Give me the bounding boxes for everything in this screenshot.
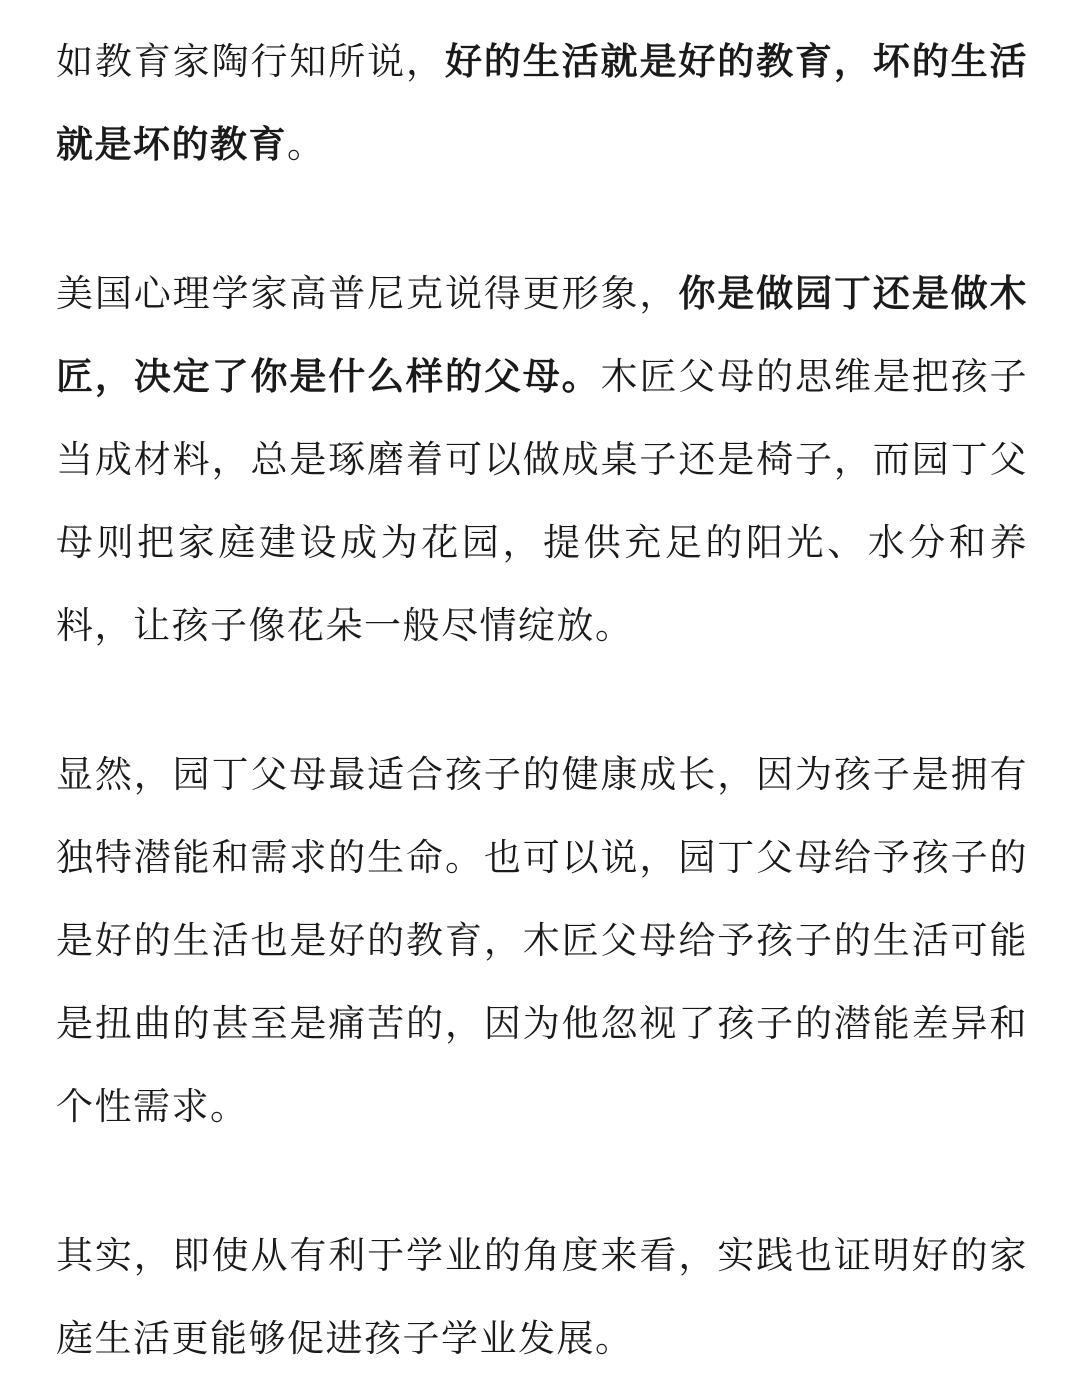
paragraph-text: 其实，即使从有利于学业的角度来看，实践也证明好的家庭生活更能够促进孩子学业发展。 <box>56 1234 1028 1360</box>
paragraph-tao-xingzhi-quote <box>56 20 1028 186</box>
paragraph-gardener-carpenter <box>56 252 1028 667</box>
bold-emphasis-text: 好的生活就是好的教育，坏的生活就是坏的教育 <box>56 40 1029 166</box>
paragraph-text: 如教育家陶行知所说， <box>56 40 445 83</box>
paragraph-text: 显然，园丁父母最适合孩子的健康成长，因为孩子是拥有独特潜能和需求的生命。也可以说，园丁父母给予孩子的是好的生活也是好的教育，木匠父母给予孩子的生活可能是扭曲的甚至是痛苦的，因为他忽视了孩子的潜能差异和个性需求。 <box>56 753 1028 1128</box>
bold-emphasis-text: 你是做园丁还是做木匠，决定了你是什么样的父母。 <box>56 272 1029 398</box>
paragraph-gardener-parents <box>56 733 1028 1148</box>
article-body <box>56 20 1028 1380</box>
paragraph-academic-development <box>56 1214 1028 1380</box>
paragraph-text: 木匠父母的思维是把孩子当成材料，总是琢磨着可以做成桌子还是椅子，而园丁父母则把家庭建设成为花园，提供充足的阳光、水分和养料，让孩子像花朵一般尽情绽放。 <box>56 355 1029 647</box>
paragraph-text: 美国心理学家高普尼克说得更形象， <box>56 272 679 315</box>
paragraph-text: 。 <box>287 123 326 166</box>
